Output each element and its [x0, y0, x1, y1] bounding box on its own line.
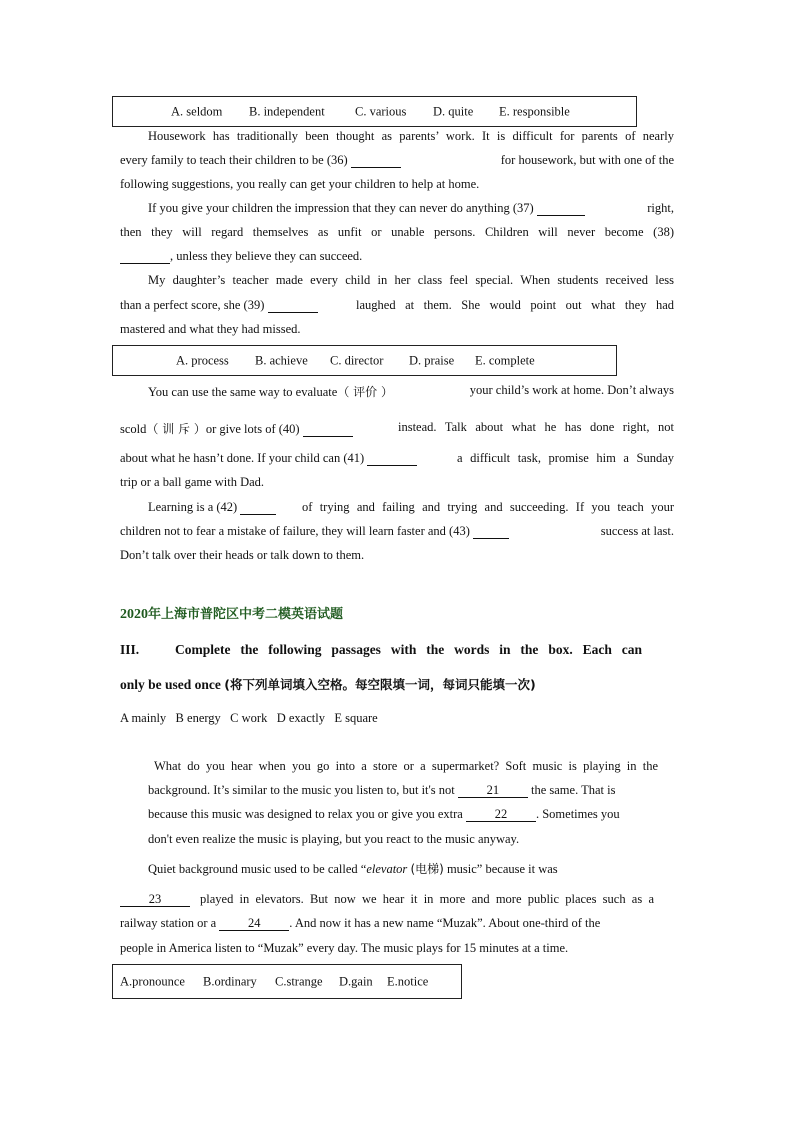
- text: You can use the same way to evaluate: [148, 385, 338, 399]
- option-a: A. seldom: [171, 104, 223, 118]
- paragraph-6-line-2: [148, 783, 615, 798]
- text: , unless they believe they can succeed.: [170, 249, 363, 263]
- option-e: E. complete: [475, 353, 535, 367]
- paragraph-5-line-2: [120, 524, 509, 539]
- blank-37[interactable]: [537, 202, 585, 216]
- paragraph-4-line-2: [120, 420, 353, 437]
- text: because this music was designed to relax you or give you extra: [148, 807, 463, 821]
- paragraph-1-line-2: [120, 153, 401, 168]
- paragraph-5-line-2-end: success at last.: [600, 524, 674, 538]
- paragraph-6-line-4: don't even realize the music is playing, but you react to the music anyway.: [148, 832, 520, 846]
- option-b: B. achieve: [255, 353, 308, 367]
- option-c: C. various: [355, 104, 407, 118]
- blank-22[interactable]: 22: [466, 808, 536, 822]
- text: . Sometimes you: [535, 807, 620, 821]
- blank-43[interactable]: [473, 525, 509, 539]
- text: . And now it has a new name “Muzak”. About one-third of the: [289, 916, 601, 930]
- option-c: C. director: [330, 353, 384, 367]
- paragraph-3-line-2: [120, 298, 318, 313]
- blank-23[interactable]: 23: [120, 893, 190, 907]
- paragraph-3-line-1: My daughter’s teacher made every child in her class feel special. When students received less: [148, 273, 674, 287]
- blank-21[interactable]: 21: [458, 784, 528, 798]
- text: Quiet background music used to be called “: [148, 862, 367, 876]
- option-d: D.gain: [339, 974, 373, 988]
- word-box-3: [112, 964, 462, 999]
- paragraph-4-line-3: [120, 451, 417, 466]
- exam-title: [120, 603, 343, 623]
- option-d: D. quite: [433, 104, 474, 118]
- paragraph-4-line-1-end: your child’s work at home. Don’t always: [469, 383, 674, 397]
- paragraph-4-line-3-end: a difficult task, promise him a Sunday: [457, 451, 674, 465]
- paragraph-6-line-1: What do you hear when you go into a store or a supermarket? Soft music is playing in the: [154, 759, 658, 773]
- option-a: A. process: [176, 353, 229, 367]
- option-c: C.strange: [275, 974, 323, 988]
- paragraph-3-line-2-end: laughed at them. She would point out what they had: [356, 298, 674, 312]
- option-a: A.pronounce: [120, 974, 185, 988]
- title-text: 年上海市普陀区中考二模英语试题: [148, 607, 344, 622]
- option-b: B.ordinary: [203, 974, 257, 988]
- word-box-1: [112, 96, 637, 127]
- italic-word: elevator: [366, 862, 408, 876]
- instruction-line-1: Complete the following passages with the words in the box. Each can: [175, 642, 642, 657]
- chinese-gloss: （ 训 斥 ）: [146, 422, 206, 436]
- word-box-2: [112, 345, 617, 376]
- option-e: E.notice: [387, 974, 429, 988]
- blank-38[interactable]: [120, 250, 170, 264]
- option-e: E. responsible: [499, 104, 570, 118]
- blank-39[interactable]: [268, 299, 318, 313]
- chinese-gloss: （ 评价 ）: [337, 385, 393, 399]
- paragraph-2-line-1: [148, 201, 585, 216]
- paragraph-1-line-3: following suggestions, you really can get your children to help at home.: [120, 177, 480, 191]
- paragraph-7-line-2-end: played in elevators. But now we hear it in more and more public places such as a: [200, 892, 654, 906]
- paragraph-2-line-3: [120, 249, 362, 264]
- options-list: A mainly B energy C work D exactly E square: [120, 711, 378, 725]
- text: scold: [120, 422, 147, 436]
- text: the same. That is: [531, 783, 616, 797]
- paragraph-4-line-4: trip or a ball game with Dad.: [120, 475, 265, 489]
- paragraph-5-line-1-end: of trying and failing and trying and succeeding. If you teach your: [302, 500, 674, 514]
- year: 2020: [120, 607, 148, 622]
- text: railway station or a: [120, 916, 217, 930]
- blank-40[interactable]: [303, 423, 353, 437]
- paragraph-5-line-1: [148, 500, 276, 515]
- option-d: D. praise: [409, 353, 455, 367]
- text: or give lots of (40): [205, 422, 300, 436]
- text: only be used once: [120, 677, 221, 692]
- text: If you give your children the impression that they can never do anything (37): [148, 201, 534, 215]
- blank-42[interactable]: [240, 501, 276, 515]
- text: every family to teach their children to be (36): [120, 153, 348, 167]
- chinese-instruction: (将下列单词填入空格。每空限填一词，每词只能填一次): [224, 677, 536, 692]
- paragraph-7-line-3: [120, 916, 600, 931]
- chinese-gloss: (电梯): [410, 862, 444, 876]
- paragraph-7-line-1: [148, 860, 558, 877]
- paragraph-1-line-2-end: for housework, but with one of the: [500, 153, 674, 167]
- paragraph-2-line-1-end: right,: [647, 201, 674, 215]
- blank-41[interactable]: [367, 452, 417, 466]
- blank-24[interactable]: 24: [219, 917, 289, 931]
- paragraph-4-line-1: [148, 383, 393, 400]
- paragraph-6-line-3: [148, 807, 620, 822]
- paragraph-3-line-3: mastered and what they had missed.: [120, 322, 301, 336]
- paragraph-5-line-3: Don’t talk over their heads or talk down to them.: [120, 548, 365, 562]
- paragraph-7-line-2: [120, 892, 190, 907]
- text: children not to fear a mistake of failure, they will learn faster and (43): [120, 524, 470, 538]
- section-number: III.: [120, 642, 140, 657]
- blank-36[interactable]: [351, 154, 401, 168]
- paragraph-2-line-2: then they will regard themselves as unfit or unable persons. Children will never become (38): [120, 225, 674, 239]
- option-b: B. independent: [249, 104, 325, 118]
- text: about what he hasn’t done. If your child can (41): [120, 451, 365, 465]
- text: than a perfect score, she (39): [120, 298, 265, 312]
- text: Learning is a (42): [148, 500, 238, 514]
- text: background. It’s similar to the music you listen to, but it's not: [148, 783, 455, 797]
- paragraph-4-line-2-end: instead. Talk about what he has done right, not: [398, 420, 674, 434]
- text: music” because it was: [446, 862, 558, 876]
- paragraph-1-line-1: Housework has traditionally been thought as parents’ work. It is difficult for parents of nearly: [148, 129, 674, 143]
- instruction-line-2: [120, 675, 536, 693]
- paragraph-7-line-4: people in America listen to “Muzak” every day. The music plays for 15 minutes at a time.: [120, 941, 569, 955]
